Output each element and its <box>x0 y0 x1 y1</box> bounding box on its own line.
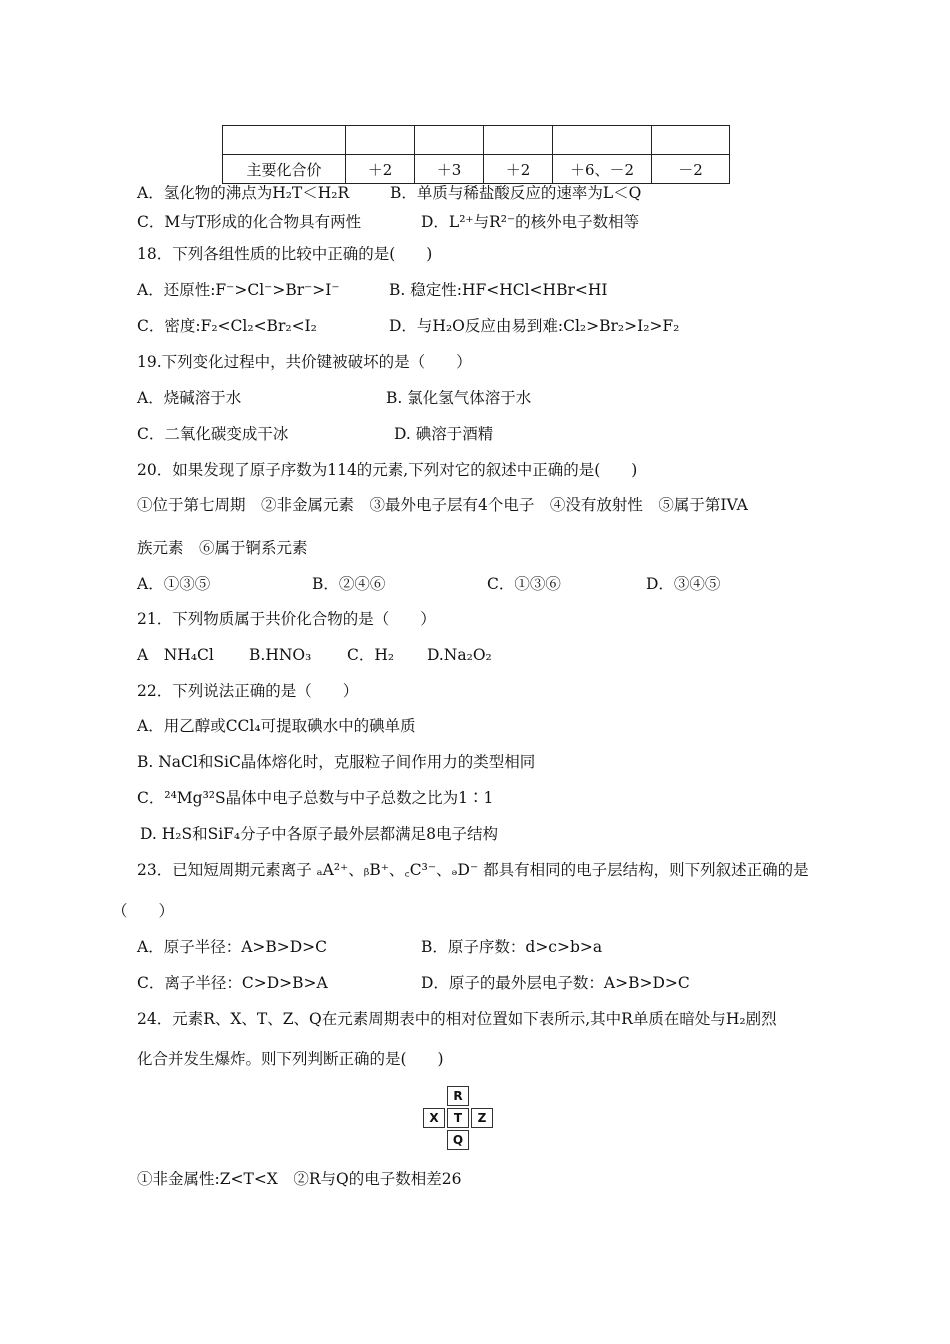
table-cell <box>484 126 553 155</box>
q23-option-b: B．原子序数：d>c>b>a <box>421 938 603 956</box>
q20-statements-line2: 族元素 ⑥属于锕系元素 <box>137 539 308 557</box>
q20-option-c: C．①③⑥ <box>487 575 561 593</box>
table-cell: －2 <box>652 155 730 184</box>
q23-option-c: C．离子半径：C>D>B>A <box>137 974 328 992</box>
q22-option-d: D. H₂S和SiF₄分子中各原子最外层都满足8电子结构 <box>140 825 498 843</box>
grid-cell-r: R <box>447 1086 469 1106</box>
q17-option-d: D．L²⁺与R²⁻的核外电子数相等 <box>421 213 640 231</box>
table-row <box>223 126 730 155</box>
q17-option-a: A．氢化物的沸点为H₂T＜H₂R <box>137 184 350 202</box>
q20-option-d: D．③④⑤ <box>646 575 721 593</box>
q18-option-a: A．还原性:F⁻>Cl⁻>Br⁻>I⁻ <box>137 281 340 299</box>
table-row <box>223 155 730 184</box>
table-cell <box>346 126 415 155</box>
valence-table <box>222 125 730 184</box>
q20-statements-line1: ①位于第七周期 ②非金属元素 ③最外电子层有4个电子 ④没有放射性 ⑤属于第IVA <box>137 496 748 514</box>
q22-option-b: B. NaCl和SiC晶体熔化时，克服粒子间作用力的类型相同 <box>137 753 536 771</box>
q19-option-b: B. 氯化氢气体溶于水 <box>386 389 532 407</box>
q20-stem: 20．如果发现了原子序数为114的元素,下列对它的叙述中正确的是( ) <box>137 461 638 479</box>
q23-option-d: D．原子的最外层电子数：A>B>D>C <box>421 974 690 992</box>
table-cell: ＋3 <box>415 155 484 184</box>
q20-option-a: A．①③⑤ <box>137 575 211 593</box>
grid-cell-z: Z <box>471 1108 493 1128</box>
q17-option-b: B．单质与稀盐酸反应的速率为L＜Q <box>390 184 642 202</box>
q21-option-b: B.HNO₃ <box>249 646 312 664</box>
table-cell: ＋2 <box>346 155 415 184</box>
q19-stem: 19.下列变化过程中，共价键被破坏的是（ ） <box>137 353 472 371</box>
q18-option-b: B. 稳定性:HF<HCl<HBr<HI <box>389 281 608 299</box>
q19-option-c: C．二氧化碳变成干冰 <box>137 425 289 443</box>
q23-stem-continued: （ ） <box>112 902 175 920</box>
table-cell: ＋6、－2 <box>553 155 652 184</box>
q19-option-d: D. 碘溶于酒精 <box>394 425 494 443</box>
q23-stem: 23．已知短周期元素离子 ₐA²⁺、ᵦB⁺、꜀C³⁻、ₔD⁻ 都具有相同的电子层结构，则下列叙述正确的是 <box>137 861 809 879</box>
q20-option-b: B．②④⑥ <box>312 575 386 593</box>
q22-option-c: C．²⁴Mg³²S晶体中电子总数与中子总数之比为1∶1 <box>137 789 494 807</box>
q21-option-a: A NH₄Cl <box>137 646 214 664</box>
table-cell <box>415 126 484 155</box>
q23-option-a: A．原子半径：A>B>D>C <box>137 938 328 956</box>
q18-option-d: D．与H₂O反应由易到难:Cl₂>Br₂>I₂>F₂ <box>389 317 680 335</box>
q19-option-a: A．烧碱溶于水 <box>137 389 242 407</box>
grid-cell-x: X <box>423 1108 445 1128</box>
q18-stem: 18．下列各组性质的比较中正确的是( ) <box>137 245 433 263</box>
q21-stem: 21．下列物质属于共价化合物的是（ ） <box>137 610 436 628</box>
q22-stem: 22．下列说法正确的是（ ） <box>137 682 359 700</box>
grid-cell-t: T <box>447 1108 469 1128</box>
q22-option-a: A．用乙醇或CCl₄可提取碘水中的碘单质 <box>137 717 416 735</box>
q18-option-c: C．密度:F₂<Cl₂<Br₂<I₂ <box>137 317 317 335</box>
q21-option-c: C．H₂ <box>347 646 395 664</box>
table-cell <box>553 126 652 155</box>
q21-option-d: D.Na₂O₂ <box>427 646 492 664</box>
q24-statements: ①非金属性:Z<T<X ②R与Q的电子数相差26 <box>137 1170 462 1188</box>
table-row-label: 主要化合价 <box>223 155 346 184</box>
grid-cell-q: Q <box>447 1130 469 1150</box>
q24-stem: 24．元素R、X、T、Z、Q在元素周期表中的相对位置如下表所示,其中R单质在暗处与H₂剧烈 <box>137 1010 777 1028</box>
table-cell <box>652 126 730 155</box>
q17-option-c: C．M与T形成的化合物具有两性 <box>137 213 362 231</box>
table-cell: ＋2 <box>484 155 553 184</box>
periodic-position-grid <box>421 1086 495 1152</box>
q24-stem-continued: 化合并发生爆炸。则下列判断正确的是( ) <box>137 1050 444 1068</box>
table-cell <box>223 126 346 155</box>
